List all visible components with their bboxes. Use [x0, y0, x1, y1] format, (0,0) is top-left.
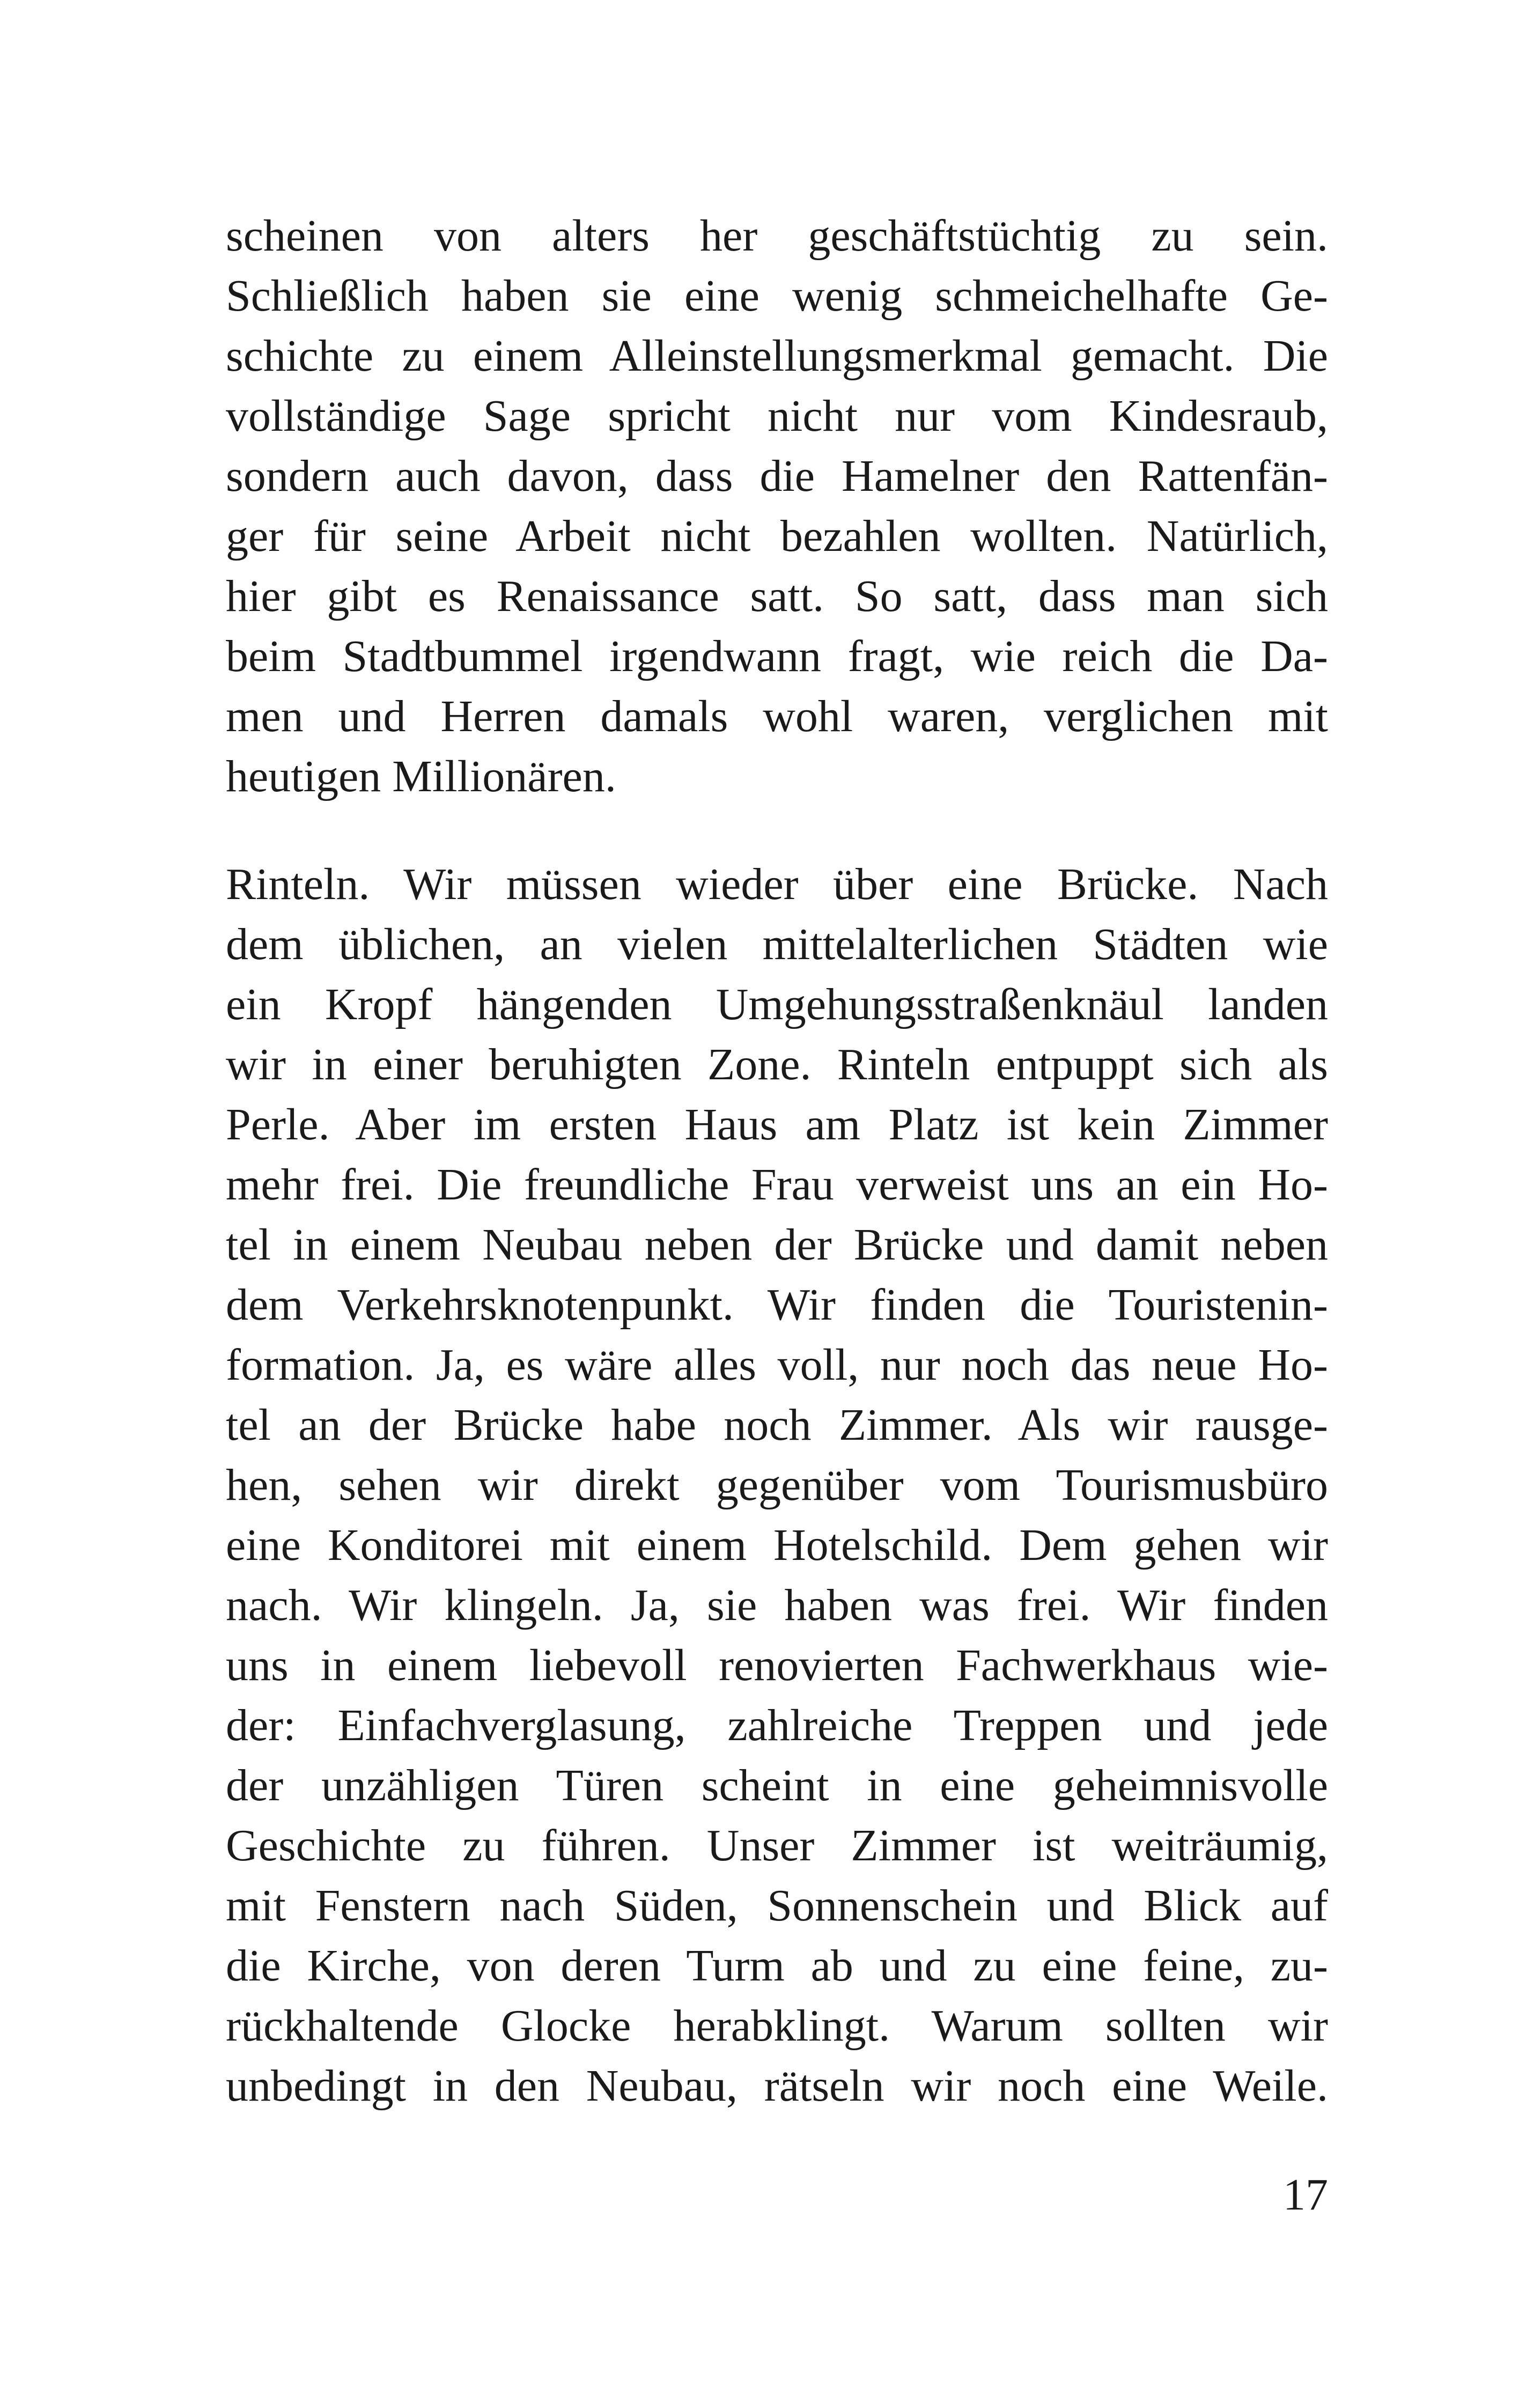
- text-line: unbedingt in den Neubau, rätseln wir noch eine Weile.: [226, 2061, 1328, 2111]
- text-line: mit Fenstern nach Süden, Sonnenschein und Blick auf: [226, 1881, 1328, 1931]
- text-line: Perle. Aber im ersten Haus am Platz ist kein Zimmer: [226, 1100, 1328, 1150]
- text-line: die Kirche, von deren Turm ab und zu eine feine, zu-: [226, 1941, 1328, 1991]
- text-line: tel in einem Neubau neben der Brücke und damit neben: [226, 1220, 1328, 1270]
- text-line: heutigen Millionären.: [226, 752, 616, 801]
- text-line: vollständige Sage spricht nicht nur vom Kindesraub,: [226, 391, 1328, 441]
- text-line: hen, sehen wir direkt gegenüber vom Tourismusbüro: [226, 1460, 1328, 1510]
- text-line: ein Kropf hängenden Umgehungsstraßenknäul landen: [226, 980, 1328, 1029]
- text-line: scheinen von alters her geschäftstüchtig zu sein.: [226, 211, 1328, 261]
- text-line: men und Herren damals wohl waren, verglichen mit: [226, 691, 1328, 741]
- text-line: dem Verkehrsknotenpunkt. Wir finden die Touristenin-: [226, 1280, 1328, 1330]
- text-line: ger für seine Arbeit nicht bezahlen wollten. Natürlich,: [226, 511, 1328, 561]
- text-line: hier gibt es Renaissance satt. So satt, dass man sich: [226, 571, 1328, 621]
- text-line: uns in einem liebevoll renovierten Fachwerkhaus wie-: [226, 1640, 1328, 1690]
- text-line: rückhaltende Glocke herabklingt. Warum sollten wir: [226, 2001, 1328, 2051]
- paragraph-hameln: [226, 206, 1328, 807]
- text-line: eine Konditorei mit einem Hotelschild. Dem gehen wir: [226, 1520, 1328, 1570]
- text-line: der: Einfachverglasung, zahlreiche Treppen und jede: [226, 1700, 1328, 1750]
- paragraph-rinteln: [226, 855, 1328, 2116]
- text-line: sondern auch davon, dass die Hamelner den Rattenfän-: [226, 451, 1328, 501]
- page-number: 17: [1283, 2170, 1328, 2220]
- text-line: Schließlich haben sie eine wenig schmeichelhafte Ge-: [226, 271, 1328, 321]
- text-line: tel an der Brücke habe noch Zimmer. Als wir rausge-: [226, 1400, 1328, 1450]
- text-line: wir in einer beruhigten Zone. Rinteln entpuppt sich als: [226, 1040, 1328, 1089]
- text-line: Geschichte zu führen. Unser Zimmer ist weiträumig,: [226, 1821, 1328, 1871]
- text-line: nach. Wir klingeln. Ja, sie haben was frei. Wir finden: [226, 1580, 1328, 1630]
- text-line: beim Stadtbummel irgendwann fragt, wie reich die Da-: [226, 631, 1328, 681]
- text-line: mehr frei. Die freundliche Frau verweist uns an ein Ho-: [226, 1160, 1328, 1210]
- text-line: schichte zu einem Alleinstellungsmerkmal gemacht. Die: [226, 331, 1328, 381]
- text-line: dem üblichen, an vielen mittelalterlichen Städten wie: [226, 919, 1328, 969]
- text-line: formation. Ja, es wäre alles voll, nur noch das neue Ho-: [226, 1340, 1328, 1390]
- text-line: der unzähligen Türen scheint in eine geheimnisvolle: [226, 1761, 1328, 1810]
- text-line: Rinteln. Wir müssen wieder über eine Brücke. Nach: [226, 859, 1328, 909]
